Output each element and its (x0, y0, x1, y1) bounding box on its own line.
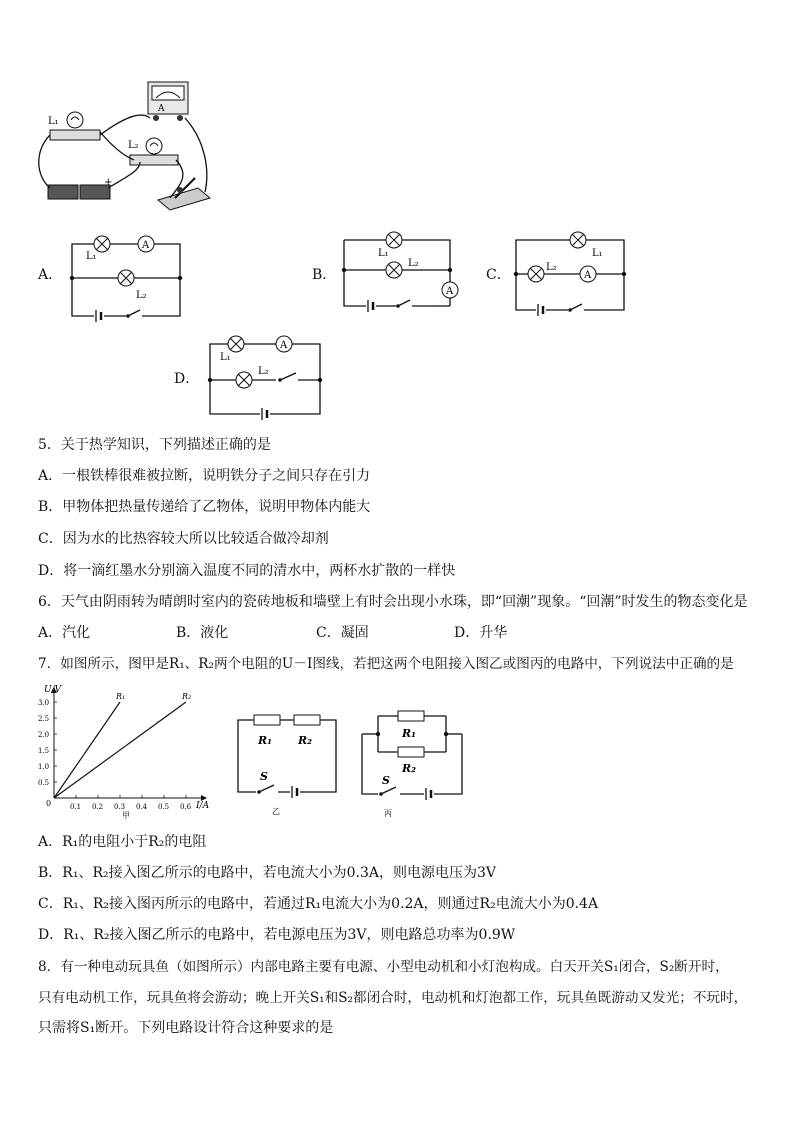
x-tick-label: 0.4 (136, 803, 148, 811)
svg-text:A: A (142, 240, 150, 251)
switch-symbol (378, 787, 400, 798)
option-D-label: D． (174, 371, 200, 387)
y-tick-label: 1.5 (38, 747, 50, 755)
q6-option-C: C．凝固 (316, 625, 369, 641)
origin-label: 0 (46, 799, 52, 808)
resistor-R2-symbol (294, 715, 320, 725)
battery-symbol (290, 784, 300, 800)
svg-text:L₂: L₂ (546, 262, 557, 273)
svg-text:A: A (446, 286, 454, 297)
option-A-label: A． (38, 267, 63, 283)
y-tick-label: 2.0 (38, 731, 50, 739)
svg-text:A: A (584, 270, 592, 281)
circuit-bing-caption: 丙 (384, 809, 392, 818)
y-tick-label: 3.0 (38, 699, 50, 707)
q6-stem: 6．天气由阴雨转为晴朗时室内的瓷砖地板和墙壁上有时会出现小水珠，即“回潮”现象。“回潮”时发生的物态变化是 (38, 594, 748, 610)
switch-symbol (126, 310, 142, 320)
svg-text:R₂: R₂ (298, 734, 312, 747)
circuit-yi (232, 710, 344, 822)
q7-option-A: A．R₁的电阻小于R₂的电阻 (38, 834, 207, 850)
svg-text:S: S (382, 774, 390, 787)
q5-option-D: D．将一滴红墨水分别滴入温度不同的清水中，两杯水扩散的一样快 (38, 563, 456, 579)
x-axis-label: I/A (196, 801, 210, 811)
circuit-option-A (60, 226, 190, 322)
svg-text:L₂: L₂ (408, 258, 419, 269)
q7-option-B: B．R₁、R₂接入图乙所示的电路中，若电流大小为0.3A，则电源电压为3V (38, 865, 496, 881)
lamp-L2-symbol (118, 270, 134, 286)
lamp-L2-symbol (386, 262, 402, 278)
y-tick-label: 2.5 (38, 715, 50, 723)
y-axis-label: U/V (44, 685, 62, 695)
q7-stem: 7．如图所示，图甲是R₁、R₂两个电阻的U－I图线，若把这两个电阻接入图乙或图丙的电路中，下列说法中正确的是 (38, 656, 734, 672)
wiring-figure (30, 80, 220, 215)
svg-text:A: A (280, 340, 288, 351)
resistor-R2-symbol (398, 747, 424, 757)
lamp-L1-device (48, 112, 100, 140)
ammeter-symbol (276, 336, 292, 352)
svg-text:+: + (104, 177, 113, 188)
lamp-L2-device (128, 138, 178, 165)
y-tick-label: 1.0 (38, 763, 50, 771)
q8-line-2: 只有电动机工作，玩具鱼将会游动；晚上开关S₁和S₂都闭合时，电动机和灯泡都工作，玩具鱼既游动又发光；不玩时， (38, 990, 748, 1006)
svg-text:R₂: R₂ (402, 762, 416, 775)
q8-line-1: 8．有一种电动玩具鱼（如图所示）内部电路主要有电源、小型电动机和小灯泡构成。白天开关S₁闭合，S₂断开时， (38, 959, 729, 975)
circuit-option-C (508, 228, 638, 324)
battery-symbol (94, 308, 104, 322)
circuit-option-D (200, 330, 330, 422)
svg-text:L₂: L₂ (128, 140, 139, 151)
lamp-L1-symbol (228, 336, 244, 352)
q6-option-D: D．升华 (454, 625, 508, 641)
q5-option-B: B．甲物体把热量传递给了乙物体，说明甲物体内能大 (38, 499, 371, 515)
svg-text:L₁: L₁ (86, 251, 97, 262)
circuit-yi-caption: 乙 (272, 807, 280, 816)
series-label-1: R₁ (116, 692, 126, 701)
option-B-label: B． (312, 267, 337, 283)
x-tick-label: 0.6 (180, 803, 192, 811)
switch-device (158, 178, 210, 210)
switch-symbol (568, 304, 584, 314)
ammeter-symbol (138, 236, 154, 252)
battery-symbol (536, 302, 546, 318)
q7-option-D: D．R₁、R₂接入图乙所示的电路中，若电源电压为3V，则电路总功率为0.9W (38, 927, 516, 943)
lamp-L1-symbol (570, 232, 586, 248)
lamp-L2-symbol (528, 266, 544, 282)
x-tick-label: 0.3 (114, 803, 126, 811)
q6-option-A: A．汽化 (38, 625, 91, 641)
svg-text:L₁: L₁ (220, 352, 231, 363)
svg-text:R₁: R₁ (258, 734, 272, 747)
ammeter-symbol (580, 266, 596, 282)
option-C-label: C． (486, 267, 511, 283)
q8-line-3: 只需将S₁断开。下列电路设计符合这种要求的是 (38, 1020, 334, 1036)
q5-option-A: A．一根铁棒很难被拉断，说明铁分子之间只存在引力 (38, 468, 371, 484)
ammeter-device (148, 82, 188, 121)
svg-text:L₁: L₁ (48, 116, 59, 127)
svg-text:L₂: L₂ (258, 366, 269, 377)
svg-text:A: A (158, 104, 165, 114)
circuit-option-B (336, 228, 466, 324)
svg-text:L₁: L₁ (378, 248, 389, 259)
lamp-L1-symbol (94, 236, 110, 252)
series-line-1 (54, 702, 120, 798)
lamp-L2-symbol (236, 372, 252, 388)
svg-text:R₁: R₁ (402, 727, 416, 740)
q7-option-C: C．R₁、R₂接入图丙所示的电路中，若通过R₁电流大小为0.2A，则通过R₂电流大小为0.4A (38, 896, 599, 912)
battery-symbol (424, 786, 434, 802)
series-label-2: R₂ (182, 692, 192, 701)
series-line-2 (54, 702, 186, 798)
x-tick-label: 0.2 (92, 803, 104, 811)
circuit-bing (354, 706, 474, 822)
x-tick-label: 0.5 (158, 803, 170, 811)
battery-device (48, 177, 112, 199)
switch-symbol (396, 300, 412, 310)
svg-text:L₂: L₂ (136, 290, 147, 301)
ammeter-symbol (442, 282, 458, 298)
y-tick-label: 0.5 (38, 779, 50, 787)
q6-option-B: B．液化 (176, 625, 229, 641)
switch-symbol (276, 373, 298, 384)
resistor-R1-symbol (398, 711, 424, 721)
svg-text:L₁: L₁ (592, 248, 603, 259)
q5-option-C: C．因为水的比热容较大所以比较适合做冷却剂 (38, 531, 329, 547)
graph-caption: 甲 (122, 811, 130, 820)
switch-symbol (256, 785, 278, 796)
resistor-R1-symbol (254, 715, 280, 725)
battery-symbol (260, 406, 270, 422)
svg-text:S: S (260, 770, 268, 783)
x-tick-label: 0.1 (70, 803, 82, 811)
ui-graph (34, 680, 224, 820)
battery-symbol (366, 298, 376, 314)
q5-stem: 5．关于热学知识，下列描述正确的是 (38, 437, 271, 453)
lamp-L1-symbol (386, 232, 402, 248)
